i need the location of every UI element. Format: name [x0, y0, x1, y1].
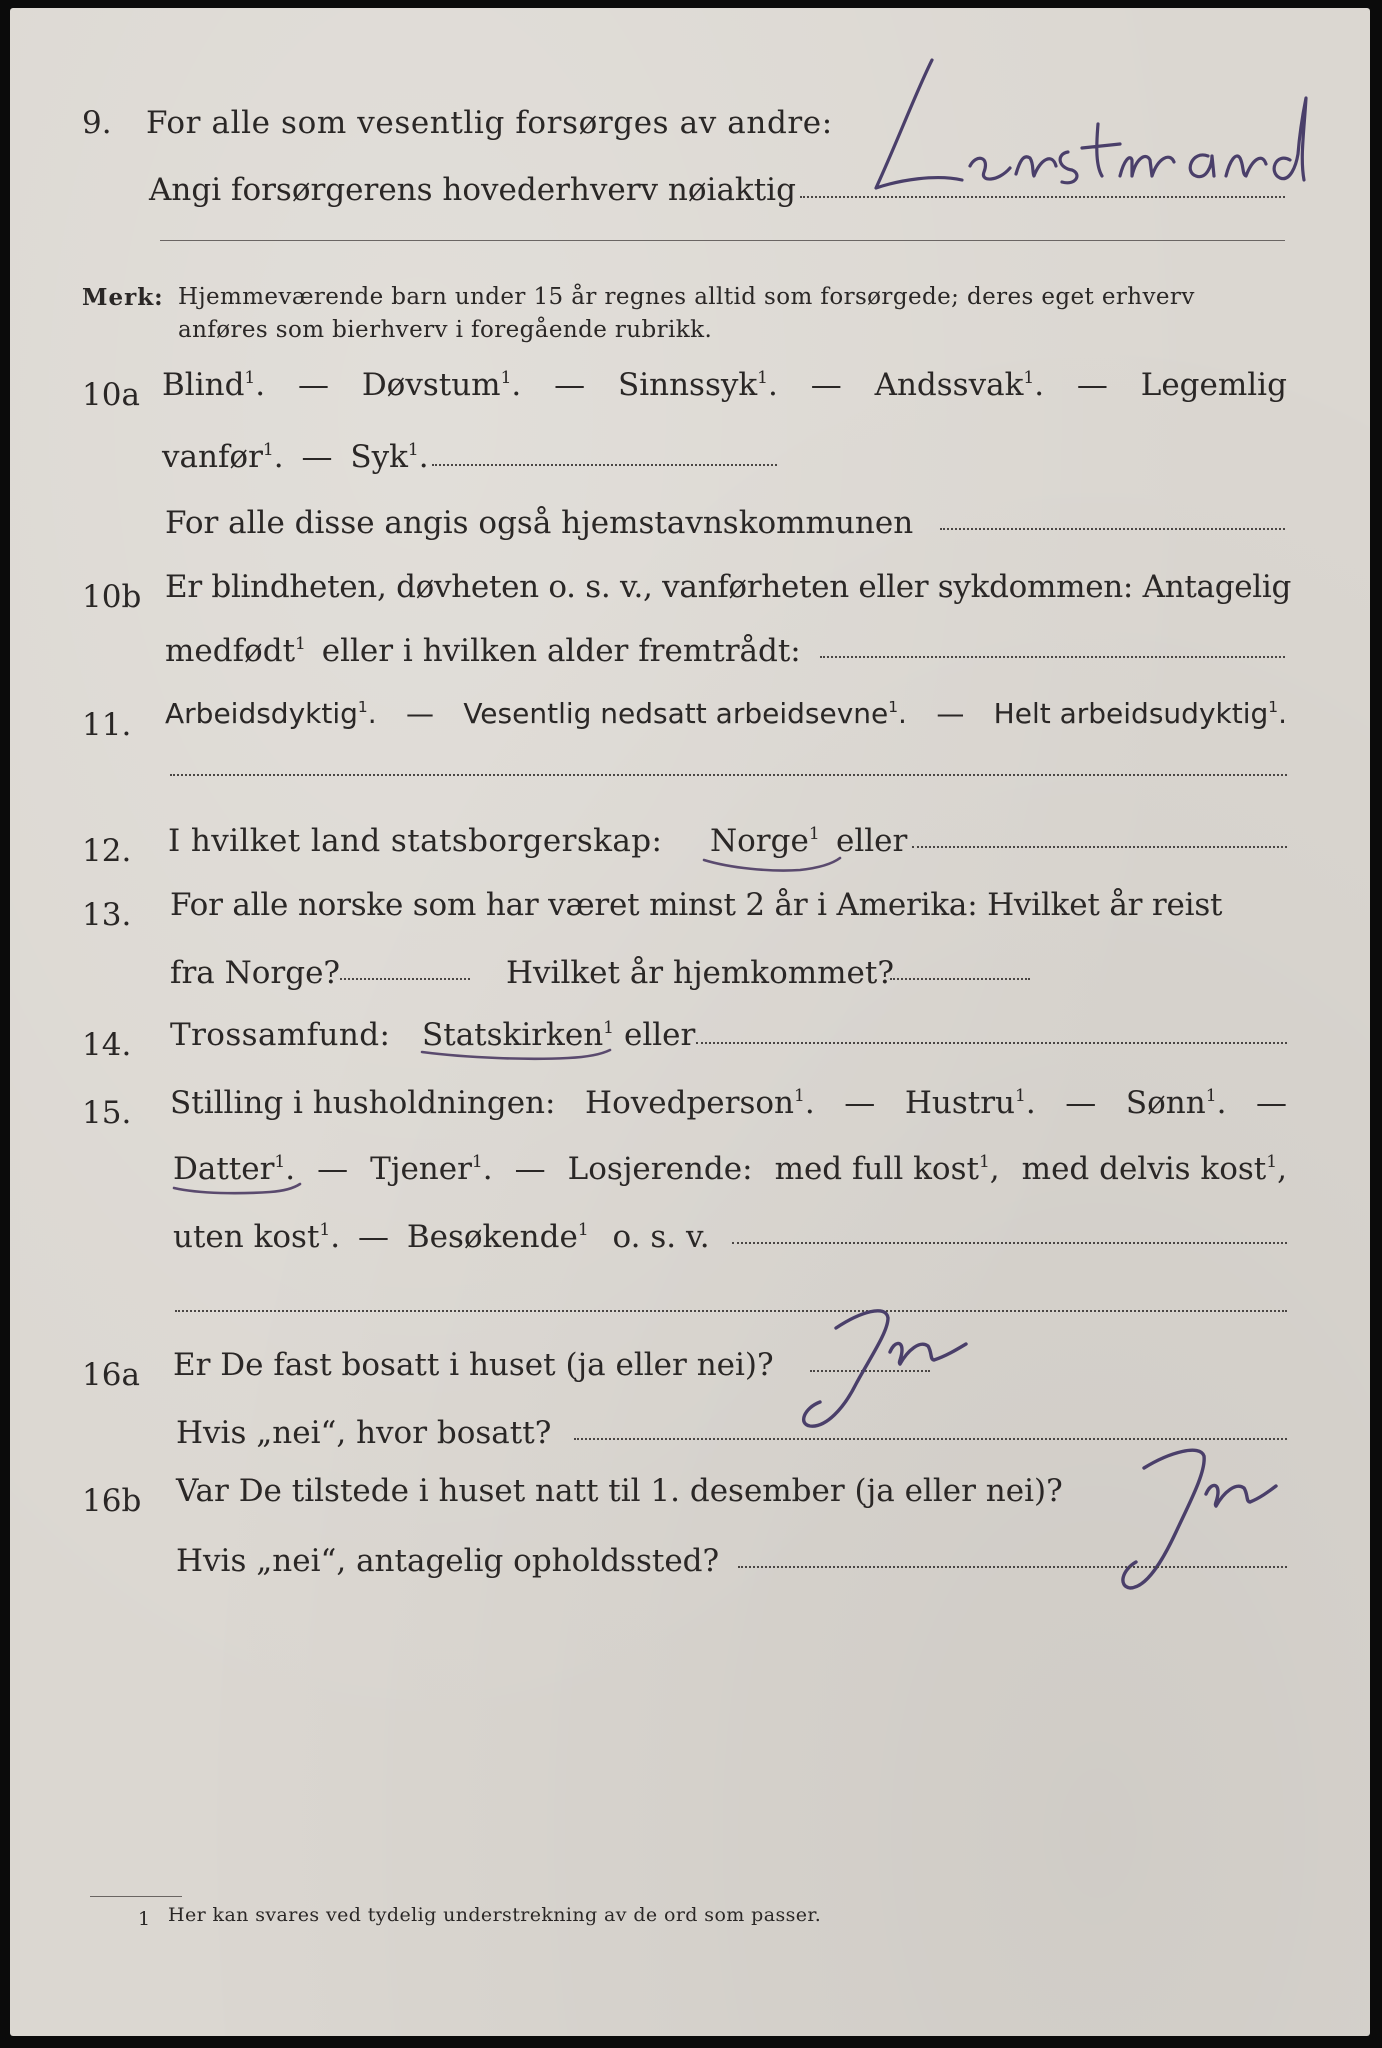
q12-norge-underline — [700, 854, 850, 878]
dash: — — [936, 697, 965, 730]
q16a-line2: Hvis „nei“, hvor bosatt? — [176, 1415, 552, 1451]
footnote-rule — [90, 1896, 182, 1897]
q15-hovedperson: Hovedperson$^1$. — [585, 1085, 815, 1121]
q10a-line2 — [162, 439, 429, 475]
q15-uten-kost: uten kost$^1$. — [173, 1219, 341, 1255]
q14-number: 14. — [82, 1027, 132, 1063]
q10a-dovstum: Døvstum$^1$. — [361, 367, 522, 403]
q10b-line2 — [165, 633, 801, 669]
dash: — — [810, 367, 842, 403]
q11-helt: Helt arbeidsudyktig$^1$. — [993, 697, 1287, 730]
q10a-sinnssyk: Sinnssyk$^1$. — [617, 367, 778, 403]
q12-norge: Norge$^1$ — [710, 823, 820, 859]
q16b-number: 16b — [82, 1483, 142, 1519]
q15-stilling: Stilling i husholdningen: — [170, 1085, 556, 1121]
q16b-line1: Var De tilstede i huset natt til 1. desember (ja eller nei)? — [176, 1473, 1063, 1509]
q11-line — [165, 697, 1287, 730]
q16b-handwritten-answer — [1100, 1438, 1300, 1608]
q15-line1 — [170, 1085, 1287, 1121]
q15-osv: o. s. v. — [612, 1219, 710, 1255]
dash: — — [301, 439, 333, 475]
dash: — — [317, 1151, 349, 1187]
q16a-handwritten-answer — [770, 1298, 970, 1448]
dash: — — [844, 1085, 876, 1121]
merk-line1: Hjemmeværende barn under 15 år regnes alltid som forsørgede; deres eget erhverv — [178, 284, 1195, 310]
q16a-number: 16a — [82, 1357, 140, 1393]
merk-line2: anføres som bierhverv i foregående rubrikk. — [178, 317, 713, 343]
q11-arbeidsdyktig: Arbeidsdyktig$^1$. — [165, 697, 377, 730]
q16a-line1: Er De fast bosatt i huset (ja eller nei)? — [173, 1347, 774, 1383]
q10b-line1: Er blindheten, døvheten o. s. v., vanførheten eller sykdommen: Antagelig — [165, 569, 1292, 605]
q13-hjemkommet-line — [890, 978, 1030, 980]
merk-label: Merk: — [82, 284, 164, 311]
q10b-medfodt: medfødt$^1$ — [165, 633, 306, 669]
q14-eller: eller — [624, 1017, 696, 1053]
q15-extra-line — [175, 1310, 1287, 1312]
q15-delvis-kost: med delvis kost$^1$, — [1021, 1151, 1287, 1187]
q9-extra-line — [160, 240, 1285, 241]
q10a-hjemstavn-line — [940, 528, 1285, 530]
q10a-number: 10a — [82, 377, 140, 413]
footnote-mark: 1 — [138, 1908, 151, 1930]
q13-fra-norge: fra Norge? — [170, 955, 341, 991]
dash: — — [554, 367, 586, 403]
dash: — — [405, 697, 434, 730]
q13-line1: For alle norske som har været minst 2 år i Amerika: Hvilket år reist — [170, 887, 1223, 923]
q9-line2: Angi forsørgerens hovederhverv nøiaktig — [149, 172, 796, 208]
q10a-line3: For alle disse angis også hjemstavnskommunen — [165, 505, 914, 541]
footnote-text: Her kan svares ved tydelig understrekning av de ord som passer. — [168, 1904, 822, 1926]
q15-answer-line — [732, 1242, 1287, 1244]
q10a-andssvak: Andssvak$^1$. — [874, 367, 1045, 403]
q16b-line2: Hvis „nei“, antagelig opholdssted? — [176, 1543, 720, 1579]
q12-eller: eller — [836, 823, 908, 859]
q10a-line1 — [162, 367, 1287, 403]
q12-answer-line — [912, 846, 1287, 848]
q12-number: 12. — [82, 833, 132, 869]
q16b-opholdssted-line — [738, 1566, 1287, 1568]
q15-datter: Datter$^1$. — [173, 1151, 296, 1187]
q10b-line2-rest: eller i hvilken alder fremtrådt: — [321, 633, 801, 669]
q10b-number: 10b — [82, 579, 142, 615]
q15-tjener: Tjener$^1$. — [370, 1151, 493, 1187]
dash: — — [357, 1219, 389, 1255]
q10b-answer-line — [820, 656, 1285, 658]
q11-answer-line — [170, 774, 1287, 776]
q9-handwritten-answer — [820, 48, 1280, 208]
q13-number: 13. — [82, 897, 132, 933]
q15-datter-underline — [170, 1182, 310, 1204]
q15-full-kost: med full kost$^1$, — [774, 1151, 1000, 1187]
q14-answer-line — [696, 1042, 1287, 1044]
q10a-legemlig: Legemlig — [1140, 367, 1287, 403]
q13-reist-line — [340, 978, 470, 980]
q9-number: 9. — [82, 105, 112, 141]
q15-line2 — [173, 1151, 1287, 1187]
q10a-vanfor: vanfør$^1$. — [162, 439, 284, 475]
q9-line1: For alle som vesentlig forsørges av andre: — [146, 105, 833, 141]
q10a-blind: Blind$^1$. — [162, 367, 266, 403]
q15-hustru: Hustru$^1$. — [904, 1085, 1036, 1121]
dash: — — [1065, 1085, 1097, 1121]
q14-text: Trossamfund: — [170, 1017, 391, 1053]
q14-statskirken-underline — [418, 1048, 618, 1072]
census-form-page — [10, 8, 1370, 2036]
dash: — — [1256, 1085, 1287, 1121]
q14-statskirken: Statskirken$^1$ — [422, 1017, 614, 1053]
q12-text: I hvilket land statsborgerskap: — [168, 823, 663, 859]
q10a-syk: Syk$^1$. — [350, 439, 429, 475]
q15-sonn: Sønn$^1$. — [1125, 1085, 1227, 1121]
q11-vesentlig: Vesentlig nedsatt arbeidsevne$^1$. — [463, 697, 907, 730]
q15-besokende: Besøkende$^1$ — [406, 1219, 589, 1255]
q15-losjerende: Losjerende: — [567, 1151, 753, 1187]
dash: — — [1076, 367, 1108, 403]
q15-line3 — [173, 1219, 710, 1255]
dash: — — [514, 1151, 546, 1187]
dash: — — [297, 367, 329, 403]
q13-hjemkommet: Hvilket år hjemkommet? — [506, 955, 894, 991]
q11-number: 11. — [82, 707, 132, 743]
q10a-syk-line — [432, 464, 777, 466]
q15-number: 15. — [82, 1095, 132, 1131]
